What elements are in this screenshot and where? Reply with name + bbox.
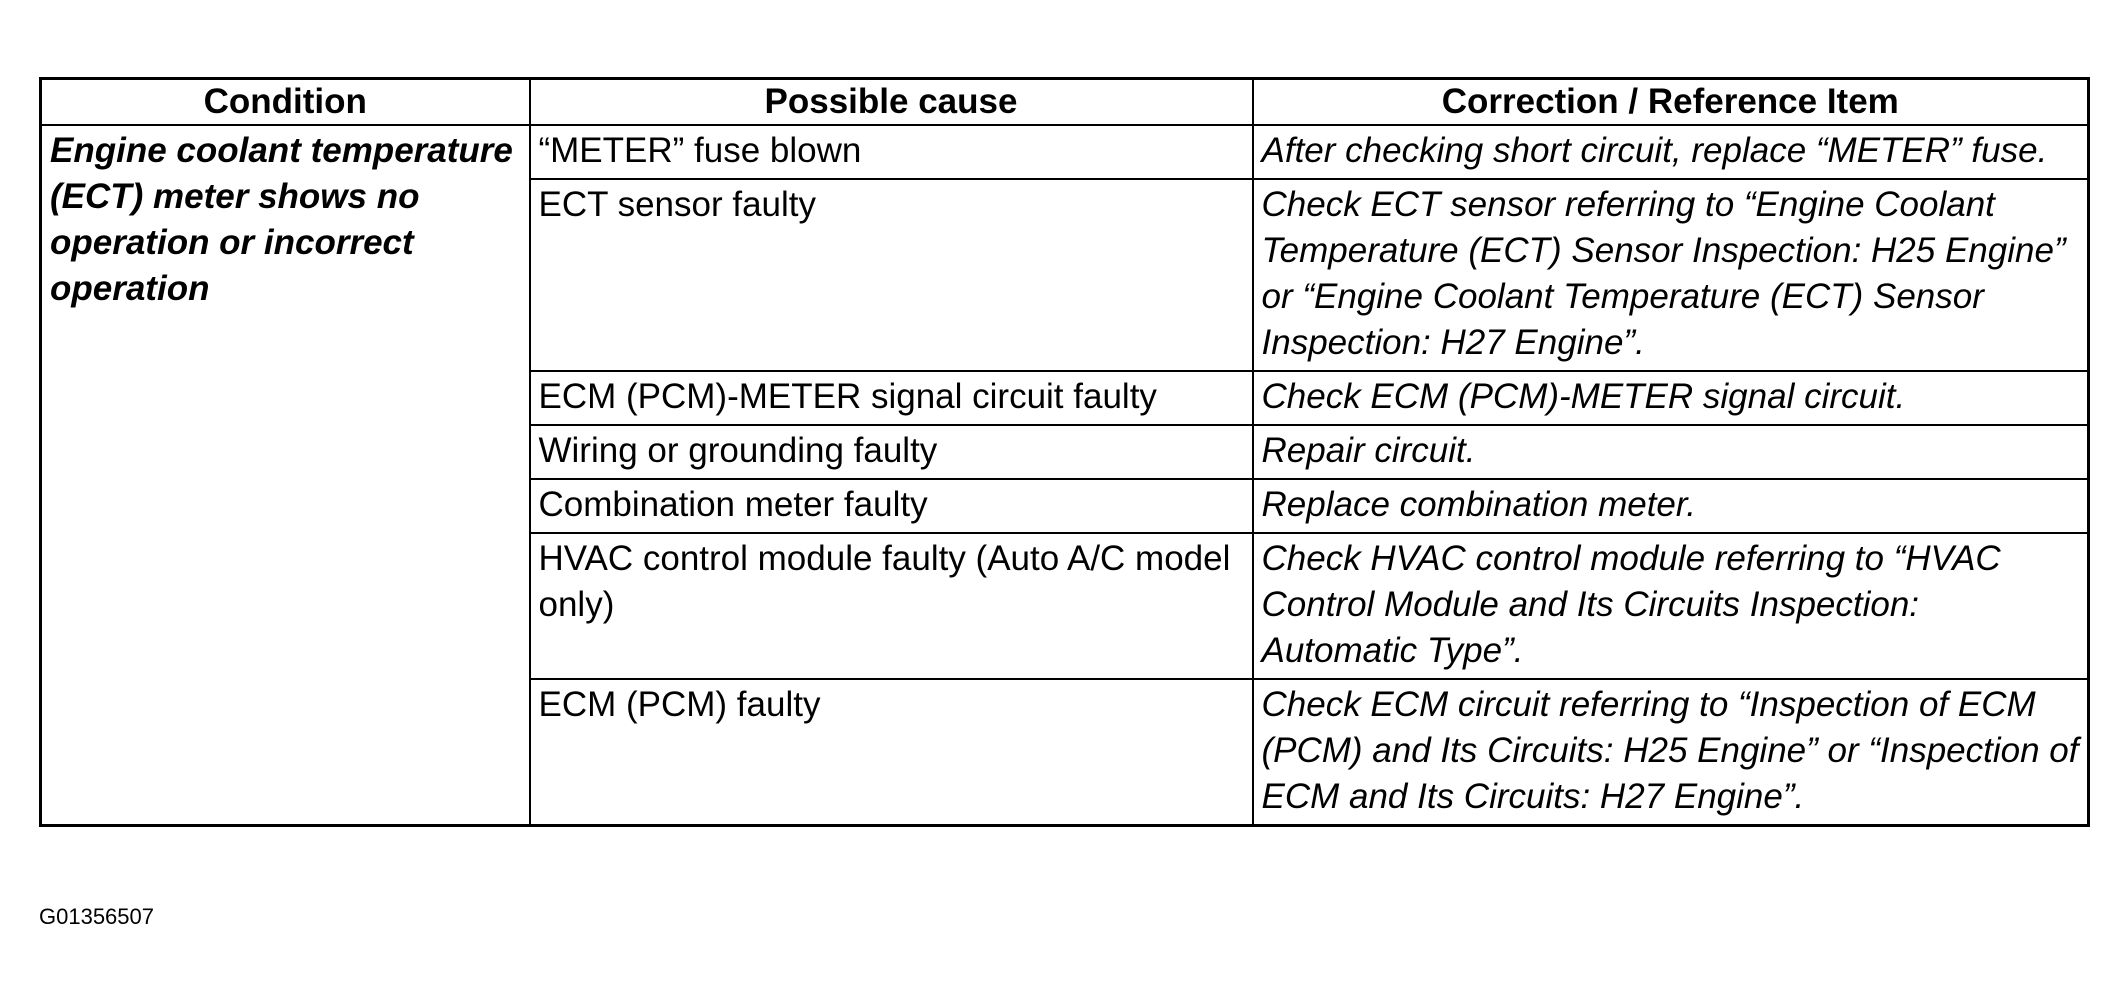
header-correction: Correction / Reference Item [1253, 79, 2089, 126]
cause-cell: Wiring or grounding faulty [530, 425, 1253, 479]
header-condition: Condition [41, 79, 530, 126]
condition-cell: Engine coolant temperature (ECT) meter shows no operation or incorrect operation [41, 125, 530, 826]
cause-cell: “METER” fuse blown [530, 125, 1253, 179]
figure-id: G01356507 [39, 904, 154, 929]
correction-cell: Check ECM circuit referring to “Inspection of ECM (PCM) and Its Circuits: H25 Engine” or “Inspection of ECM and Its Circuits: H27 Engine”. [1253, 679, 2089, 826]
correction-cell: After checking short circuit, replace “METER” fuse. [1253, 125, 2089, 179]
table-row [41, 125, 2089, 179]
correction-cell: Replace combination meter. [1253, 479, 2089, 533]
table-header-row [41, 79, 2089, 126]
correction-cell: Check ECM (PCM)-METER signal circuit. [1253, 371, 2089, 425]
correction-cell: Repair circuit. [1253, 425, 2089, 479]
cause-cell: ECM (PCM) faulty [530, 679, 1253, 826]
cause-cell: HVAC control module faulty (Auto A/C model only) [530, 533, 1253, 679]
header-possible-cause: Possible cause [530, 79, 1253, 126]
diagnosis-table [39, 77, 2090, 827]
cause-cell: Combination meter faulty [530, 479, 1253, 533]
correction-cell: Check ECT sensor referring to “Engine Coolant Temperature (ECT) Sensor Inspection: H25 Engine” or “Engine Coolant Temperature (ECT) Sensor Inspection: H27 Engine”. [1253, 179, 2089, 371]
cause-cell: ECT sensor faulty [530, 179, 1253, 371]
cause-cell: ECM (PCM)-METER signal circuit faulty [530, 371, 1253, 425]
correction-cell: Check HVAC control module referring to “HVAC Control Module and Its Circuits Inspection: Automatic Type”. [1253, 533, 2089, 679]
